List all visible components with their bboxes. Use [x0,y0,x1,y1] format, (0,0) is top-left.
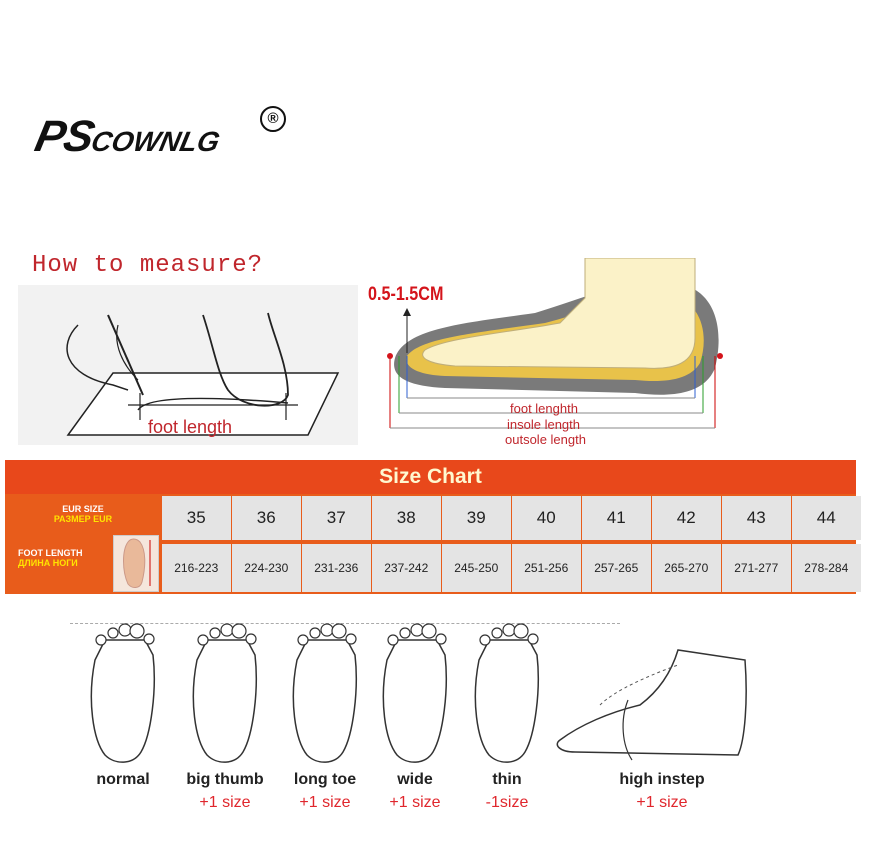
length-cell: 265-270 [652,544,721,592]
size-cell: 38 [372,496,441,540]
foot-type-size-adjust: +1 size [636,794,688,811]
foot-type-size-adjust: +1 size [199,794,251,811]
size-cell: 36 [232,496,301,540]
length-cell: 237-242 [372,544,441,592]
length-cell: 251-256 [512,544,581,592]
foot-type-label: long toe [293,771,357,788]
foot-type-label: normal [96,771,150,788]
how-to-measure-title: How to measure? [32,252,264,279]
foot-type-label: thin [492,771,522,788]
brand-name-rest: COWNLG [88,126,223,157]
length-cell: 224-230 [232,544,301,592]
foot-type-size-adjust: +1 size [299,794,351,811]
foot-type-size-adjust: -1size [485,794,529,811]
foot-type-label: high instep [619,771,705,788]
eur-size-header: EUR SIZE РАЗМЕР EUR [8,494,158,542]
size-cell: 41 [582,496,651,540]
size-cell: 40 [512,496,581,540]
length-cell: 257-265 [582,544,651,592]
length-cell: 278-284 [792,544,861,592]
foot-length-measure-label: foot lenghth [510,401,578,416]
insole-length-label: insole length [507,417,580,432]
brand-name-main: PS [30,112,99,161]
size-cell: 37 [302,496,371,540]
foot-type-label: wide [397,771,433,788]
foot-type-label: big thumb [186,771,264,788]
size-cell: 42 [652,496,721,540]
foot-length-header: FOOT LENGTH ДЛИНА НОГИ [8,540,158,594]
size-chart-title: Size Chart [5,460,856,494]
foot-length-label: foot length [148,417,233,437]
size-cell: 43 [722,496,791,540]
size-cell: 44 [792,496,861,540]
foot-type-size-adjust: +1 size [389,794,441,811]
length-cell: 245-250 [442,544,511,592]
outsole-length-label: outsole length [505,432,586,447]
length-cell: 271-277 [722,544,791,592]
registered-mark: ® [260,106,286,132]
size-cell: 39 [442,496,511,540]
length-cell: 231-236 [302,544,371,592]
range-label: 0.5-1.5CM [368,284,444,305]
length-cell: 216-223 [162,544,231,592]
size-cell: 35 [162,496,231,540]
